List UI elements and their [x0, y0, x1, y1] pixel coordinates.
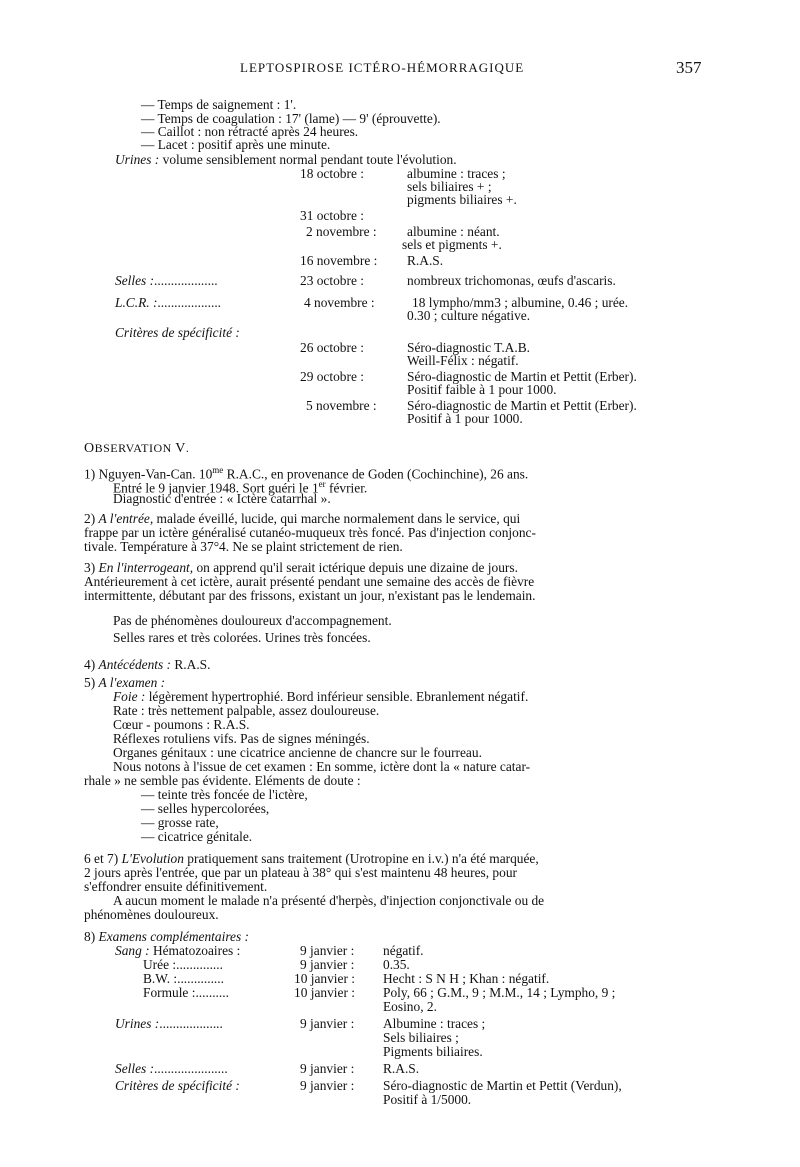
text-line — [84, 511, 520, 526]
section-label: L'Evolution — [121, 851, 184, 866]
criteria-label: Critères de spécificité : — [115, 1078, 240, 1093]
text: 5) — [84, 675, 99, 690]
exam-label — [115, 1061, 228, 1076]
exam-label — [143, 957, 223, 972]
exam-label — [143, 971, 224, 986]
date-label: 29 octobre : — [300, 369, 364, 384]
selles-label-line — [115, 273, 218, 288]
heading-text: BSERVATION — [94, 441, 176, 455]
text-line: A aucun moment le malade n'a présenté d'herpès, d'injection conjonctivale ou de — [113, 893, 545, 908]
urines-text: volume sensiblement normal pendant toute l'évolution. — [162, 152, 457, 167]
result-text: Hecht : S N H ; Khan : négatif. — [383, 971, 550, 986]
result-text: Poly, 66 ; G.M., 9 ; M.M., 14 ; Lympho, 9 ; — [383, 985, 616, 1000]
text-line: tivale. Température à 37°4. Ne se plaint strictement de rien. — [84, 539, 403, 554]
result-text: albumine : néant. — [407, 224, 500, 239]
exam-label — [143, 985, 229, 1000]
text-line: — Caillot : non rétracté après 24 heures. — [141, 124, 359, 139]
text-line: Organes génitaux : une cicatrice ancienne de chancre sur le fourreau. — [113, 745, 482, 760]
text-line: — Lacet : positif après une minute. — [141, 137, 331, 152]
result-text: Eosino, 2. — [383, 999, 437, 1014]
section-label: Examens complémentaires : — [98, 929, 249, 944]
date-label: 2 novembre : — [306, 224, 377, 239]
date-label: 16 novembre : — [300, 253, 378, 268]
result-text: R.A.S. — [407, 253, 444, 268]
leader-dots: ................... — [159, 1016, 223, 1031]
leader-dots: .............. — [177, 971, 224, 986]
page-number: 357 — [676, 58, 702, 77]
text: Urée : — [143, 957, 177, 972]
text-line: — selles hypercolorées, — [141, 801, 270, 816]
text-line: — Temps de saignement : 1'. — [141, 97, 297, 112]
result-text: Pigments biliaires. — [383, 1044, 483, 1059]
result-text: Positif faible à 1 pour 1000. — [407, 382, 557, 397]
text-line: Antérieurement à cet ictère, aurait présenté pendant une semaine des accès de fièvre — [84, 574, 535, 589]
text-line: intermittente, débutant par des frissons, existant un jour, n'existant pas le lendemain. — [84, 588, 536, 603]
exam-label — [115, 1078, 240, 1093]
sang-label: Sang : — [115, 943, 150, 958]
result-text: Séro-diagnostic de Martin et Pettit (Verdun), — [383, 1078, 622, 1093]
date-label: 4 novembre : — [304, 295, 375, 310]
result-text: Albumine : traces ; — [383, 1016, 486, 1031]
date-label: 9 janvier : — [300, 957, 355, 972]
text-line — [84, 851, 539, 866]
text-line: — Temps de coagulation : 17' (lame) — 9' (éprouvette). — [141, 111, 441, 126]
section-label: A l'examen : — [98, 675, 166, 690]
text-line — [84, 560, 518, 575]
result-text: négatif. — [383, 943, 424, 958]
text: B.W. : — [143, 971, 178, 986]
text-line: 2 jours après l'entrée, que par un plateau à 38° qui s'est maintenu 48 heures, pour — [84, 865, 517, 880]
leader-dots: .............. — [176, 957, 223, 972]
text-line: s'effondrer ensuite définitivement. — [84, 879, 268, 894]
text-line: Diagnostic d'entrée : « Ictère catarrhal ». — [113, 491, 331, 506]
text-line: — teinte très foncée de l'ictère, — [141, 787, 308, 802]
text: 2) — [84, 511, 99, 526]
result-text: Sels biliaires ; — [383, 1030, 459, 1045]
result-text: albumine : traces ; — [407, 166, 506, 181]
text: pratiquement sans traitement (Urotropine en i.v.) n'a été marquée, — [183, 851, 539, 866]
text-line — [113, 689, 528, 704]
leader-dots: ...................... — [154, 1061, 228, 1076]
heading-cap: O — [84, 441, 95, 456]
result-text: pigments biliaires +. — [407, 192, 517, 207]
result-text: sels et pigments +. — [402, 237, 502, 252]
text-line: — cicatrice génitale. — [141, 829, 253, 844]
text-line — [84, 657, 210, 672]
superscript: me — [212, 465, 224, 475]
text: 4) — [84, 657, 99, 672]
text: légèrement hypertrophié. Bord inférieur sensible. Ebranlement négatif. — [145, 689, 529, 704]
criteria-label — [115, 325, 240, 340]
result-text: R.A.S. — [383, 1061, 420, 1076]
result-text: 18 lympho/mm3 ; albumine, 0.46 ; urée. — [412, 295, 629, 310]
text-line: Rate : très nettement palpable, assez douloureuse. — [113, 703, 380, 718]
text-line: Selles rares et très colorées. Urines très foncées. — [113, 630, 371, 645]
section-label: A l'entrée, — [98, 511, 154, 526]
text-line — [84, 929, 249, 944]
heading-cap: V — [175, 441, 186, 456]
date-label: 5 novembre : — [306, 398, 377, 413]
exam-label — [115, 943, 240, 958]
text: 3) — [84, 560, 99, 575]
superscript: er — [318, 479, 326, 489]
text: 8) — [84, 929, 99, 944]
lcr-label-line — [115, 295, 221, 310]
result-text: 0.35. — [383, 957, 410, 972]
result-text: Positif à 1 pour 1000. — [407, 411, 523, 426]
text: on apprend qu'il serait ictérique depuis une dizaine de jours. — [193, 560, 518, 575]
leader-dots: .......... — [195, 985, 229, 1000]
urines-label: Urines : — [115, 1016, 160, 1031]
text-line: frappe par un ictère généralisé cutanéo-muqueux très foncé. Pas d'injection conjonc- — [84, 525, 536, 540]
text: R.A.S. — [171, 657, 211, 672]
urines-line — [115, 152, 457, 167]
criteria-label-text: Critères de spécificité : — [115, 325, 240, 340]
text-line: Cœur - poumons : R.A.S. — [113, 717, 250, 732]
date-label: 10 janvier : — [294, 971, 355, 986]
text: 6 et 7) — [84, 851, 122, 866]
date-label: 26 octobre : — [300, 340, 364, 355]
text-line: phénomènes douloureux. — [84, 907, 219, 922]
result-text: Séro-diagnostic de Martin et Pettit (Erber). — [407, 369, 637, 384]
result-text: 0.30 ; culture négative. — [407, 308, 531, 323]
running-title: LEPTOSPIROSE ICTÉRO-HÉMORRAGIQUE — [240, 60, 525, 75]
section-label: Antécédents : — [98, 657, 172, 672]
date-label: 31 octobre : — [300, 208, 364, 223]
date-label: 10 janvier : — [294, 985, 355, 1000]
text-line: — grosse rate, — [141, 815, 219, 830]
foie-label: Foie : — [113, 689, 146, 704]
selles-label: Selles : — [115, 1061, 155, 1076]
date-label: 23 octobre : — [300, 273, 364, 288]
text-line — [84, 675, 165, 690]
selles-label: Selles : — [115, 273, 155, 288]
lcr-label: L.C.R. : — [115, 295, 158, 310]
date-label: 9 janvier : — [300, 1061, 355, 1076]
result-text: nombreux trichomonas, œufs d'ascaris. — [407, 273, 616, 288]
text-line: Nous notons à l'issue de cet examen : En somme, ictère dont la « nature catar- — [113, 759, 531, 774]
text-line: Pas de phénomènes douloureux d'accompagnement. — [113, 613, 392, 628]
date-label: 9 janvier : — [300, 1078, 355, 1093]
section-label: En l'interrogeant, — [98, 560, 194, 575]
date-label: 18 octobre : — [300, 166, 364, 181]
text: Formule : — [143, 985, 196, 1000]
text-line: rhale » ne semble pas évidente. Eléments de doute : — [84, 773, 361, 788]
heading-text: . — [185, 441, 190, 455]
date-label: 9 janvier : — [300, 1016, 355, 1031]
exam-label — [115, 1016, 223, 1031]
result-text: Weill-Félix : négatif. — [407, 353, 519, 368]
text-line: Réflexes rotuliens vifs. Pas de signes méningés. — [113, 731, 370, 746]
leader-dots: ................... — [154, 273, 218, 288]
result-text: Positif à 1/5000. — [383, 1092, 472, 1107]
text: Hématozoaires : — [149, 943, 241, 958]
urines-label: Urines : — [115, 152, 160, 167]
text: février. — [325, 480, 368, 496]
text: 1) Nguyen-Van-Can. 10 — [84, 466, 213, 482]
text: R.A.C., en provenance de Goden (Cochinchine), 26 ans. — [223, 466, 529, 482]
text: malade éveillé, lucide, qui marche normalement dans le service, qui — [153, 511, 521, 526]
date-label: 9 janvier : — [300, 943, 355, 958]
result-text: sels biliaires + ; — [407, 179, 492, 194]
result-text: Séro-diagnostic de Martin et Pettit (Erber). — [407, 398, 637, 413]
observation-heading — [84, 441, 189, 457]
result-text: Séro-diagnostic T.A.B. — [407, 340, 530, 355]
text: Entré le 9 janvier 1948. Sort guéri le 1 — [113, 480, 319, 496]
leader-dots: ................... — [157, 295, 222, 310]
